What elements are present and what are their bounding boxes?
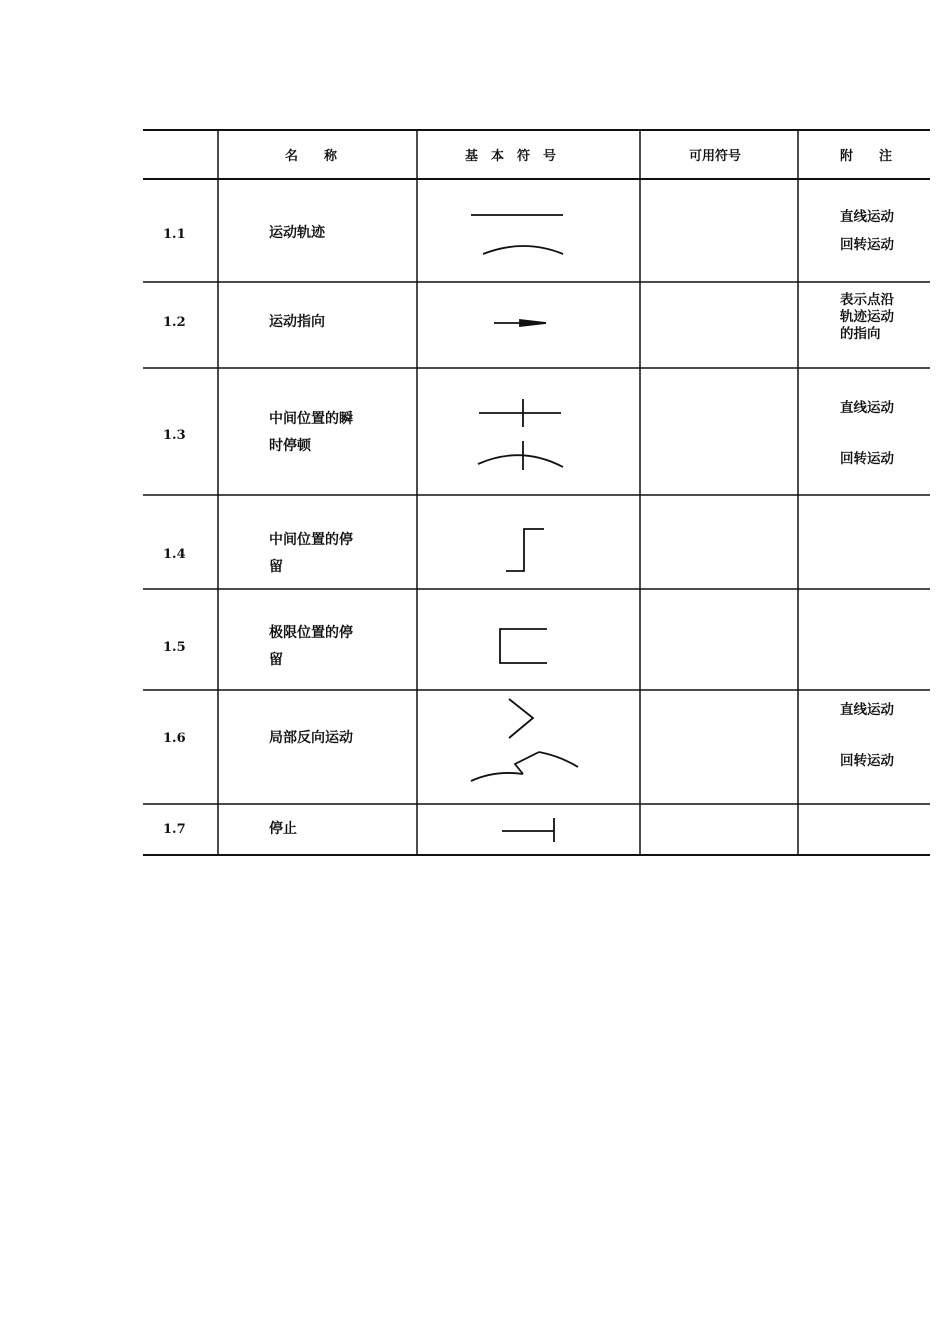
header-basic-symbol: 基 本 符 号 — [465, 149, 557, 164]
motion-direction-arrow-icon — [490, 315, 550, 331]
row-name: 中间位置的停 — [269, 532, 353, 548]
row-note: 直线运动 — [840, 702, 894, 718]
row-number: 1.1 — [163, 227, 186, 242]
row-note: 直线运动 — [840, 209, 894, 225]
header-note: 附 注 — [840, 149, 893, 164]
header-alt-symbol: 可用符号 — [689, 149, 742, 164]
row-note: 表示点沿 — [840, 292, 894, 308]
row-note: 直线运动 — [840, 400, 894, 416]
row-number: 1.7 — [163, 822, 186, 837]
row-number: 1.4 — [163, 547, 186, 562]
row-name: 极限位置的停 — [269, 625, 353, 641]
intermediate-dwell-icon — [500, 521, 552, 577]
row-number: 1.2 — [163, 315, 186, 330]
stop-icon — [498, 815, 560, 845]
symbol-table — [143, 129, 930, 856]
partial-reverse-motion-icon — [465, 694, 583, 786]
row-name: 局部反向运动 — [269, 730, 353, 746]
limit-dwell-icon — [493, 624, 553, 668]
header-name: 名 称 — [285, 149, 338, 164]
row-name: 运动指向 — [269, 314, 325, 330]
row-note: 回转运动 — [840, 237, 894, 253]
row-name: 留 — [269, 652, 283, 668]
row-name: 运动轨迹 — [269, 225, 325, 241]
row-name: 留 — [269, 559, 283, 575]
row-name: 中间位置的瞬 — [269, 411, 353, 427]
row-note: 回转运动 — [840, 451, 894, 467]
row-note: 轨迹运动 — [840, 309, 894, 325]
motion-trajectory-icon — [466, 205, 568, 257]
momentary-pause-icon — [473, 395, 569, 473]
row-name: 时停顿 — [269, 438, 311, 454]
row-number: 1.5 — [163, 640, 186, 655]
row-number: 1.6 — [163, 731, 186, 746]
row-name: 停止 — [269, 821, 297, 837]
row-note: 回转运动 — [840, 753, 894, 769]
row-number: 1.3 — [163, 428, 186, 443]
row-note: 的指向 — [840, 326, 881, 342]
